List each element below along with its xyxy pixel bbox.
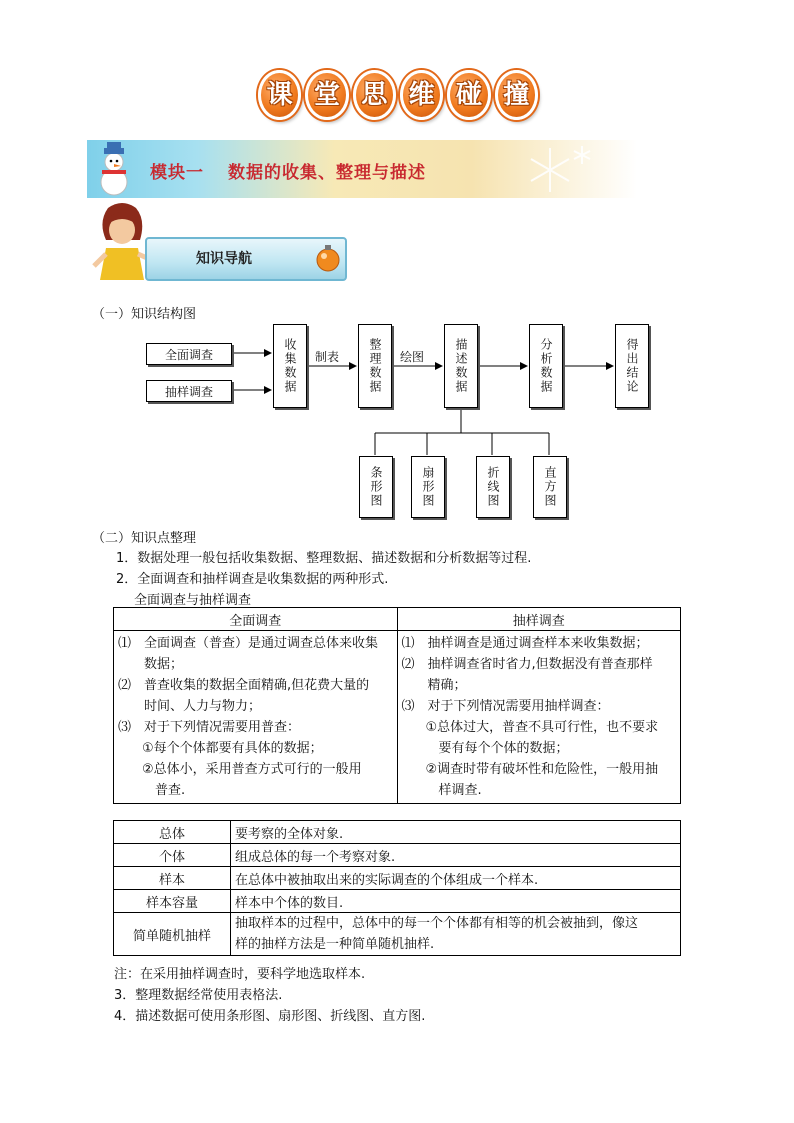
flow-analyze-data: 分析数据 [529, 324, 563, 408]
table-row [114, 867, 681, 890]
point-4: 4．描述数据可使用条形图、扇形图、折线图、直方图. [114, 1009, 426, 1024]
definition-desc: 组成总体的每一个考察对象. [231, 844, 681, 867]
table-row [114, 821, 681, 844]
flow-sample-survey: 抽样调查 [146, 380, 232, 402]
title-char: 堂 [305, 70, 348, 120]
flow-histogram: 直方图 [533, 456, 567, 518]
definition-term: 样本 [114, 867, 231, 890]
knowledge-nav-label: 知识导航 [196, 251, 252, 267]
title-char: 思 [353, 70, 396, 120]
point-1: 1．数据处理一般包括收集数据、整理数据、描述数据和分析数据等过程. [116, 551, 532, 566]
flow-connectors [0, 0, 794, 560]
title-char: 维 [400, 70, 443, 120]
flow-describe-data: 描述数据 [444, 324, 478, 408]
flow-bar-chart: 条形图 [359, 456, 393, 518]
definition-term: 样本容量 [114, 890, 231, 913]
definition-desc: 抽取样本的过程中，总体中的每一个个体都有相等的机会被抽到，像这 样的抽样方法是一种简单随机抽样. [231, 913, 681, 956]
section2-heading: （二）知识点整理 [92, 531, 197, 546]
flow-label-draw: 绘图 [400, 350, 425, 364]
table-row [114, 913, 681, 956]
title-char: 碰 [447, 70, 490, 120]
note-text: 注：在采用抽样调查时，要科学地选取样本. [114, 967, 366, 982]
definition-desc: 样本中个体的数目. [231, 890, 681, 913]
flow-label-make-table: 制表 [315, 350, 340, 364]
compare-full-cell: ⑴ 全面调查（普查）是通过调查总体来收集 数据； ⑵ 普查收集的数据全面精确,但花费大量的 时间、人力与物力； ⑶ 对于下列情况需要用普查： ①每个个体都要有具体的数据； ②总体小，采用普查方式可行的一般用 普查. [114, 631, 398, 804]
title-char: 撞 [495, 70, 538, 120]
compare-header-full: 全面调查 [114, 608, 398, 631]
definition-term: 简单随机抽样 [114, 913, 231, 956]
definition-desc: 要考察的全体对象. [231, 821, 681, 844]
flow-draw-conclusion: 得出结论 [615, 324, 649, 408]
section1-heading: （一）知识结构图 [92, 307, 197, 322]
title-char: 课 [258, 70, 301, 120]
flow-organize-data: 整理数据 [358, 324, 392, 408]
definition-term: 总体 [114, 821, 231, 844]
definitions-table [113, 820, 681, 956]
compare-caption: 全面调查与抽样调查 [134, 593, 252, 608]
definition-desc: 在总体中被抽取出来的实际调查的个体组成一个样本. [231, 867, 681, 890]
compare-sample-cell: ⑴ 抽样调查是通过调查样本来收集数据； ⑵ 抽样调查省时省力,但数据没有普查那样 精确； ⑶ 对于下列情况需要用抽样调查： ①总体过大，普查不具可行性，也不要求 要有每个个体的数据； ②调查时带有破坏性和危险性，一般用抽 样调查. [397, 631, 681, 804]
compare-table [113, 607, 681, 804]
flow-pie-chart: 扇形图 [411, 456, 445, 518]
table-row [114, 890, 681, 913]
definition-term: 个体 [114, 844, 231, 867]
point-2: 2．全面调查和抽样调查是收集数据的两种形式. [116, 572, 389, 587]
point-3: 3．整理数据经常使用表格法. [114, 988, 283, 1003]
compare-header-sample: 抽样调查 [397, 608, 681, 631]
flow-line-chart: 折线图 [476, 456, 510, 518]
flow-full-survey: 全面调查 [146, 343, 232, 365]
table-row [114, 844, 681, 867]
flow-collect-data: 收集数据 [273, 324, 307, 408]
module-title: 模块一 数据的收集、整理与描述 [150, 163, 426, 183]
